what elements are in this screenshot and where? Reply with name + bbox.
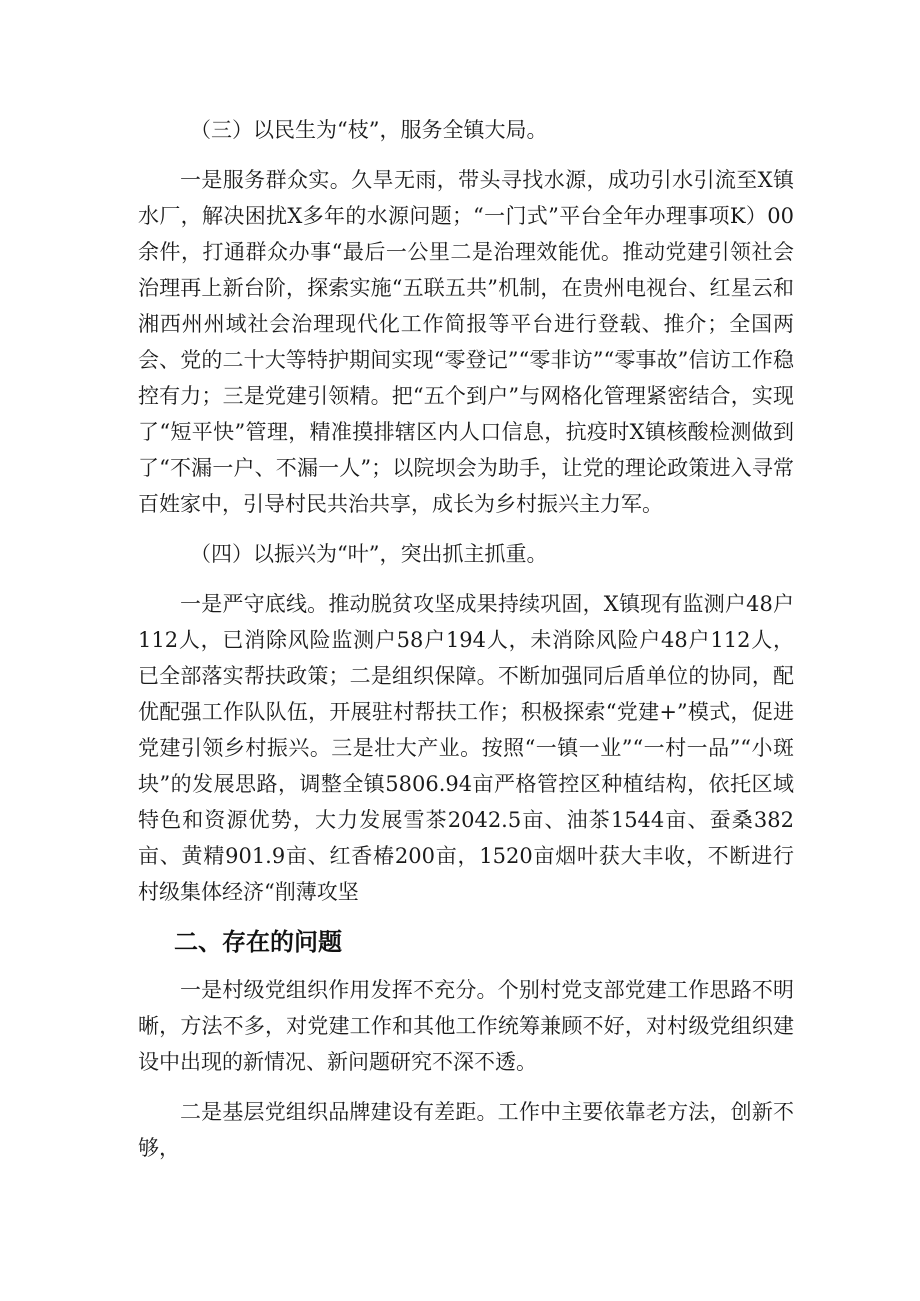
- section-3-body: 一是服务群众实。久旱无雨，带头寻找水源，成功引水引流至X镇水厂，解决困扰X多年的水源问题；“一门式”平台全年办理事项K）00余件，打通群众办事“最后一公里二是治理效能优。推动党建引领社会治理再上新台阶，探索实施“五联五共”机制，在贵州电视台、红星云和湘西州州域社会治理现代化工作简报等平台进行登载、推介；全国两会、党的二十大等特护期间实现“零登记”“零非访”“零事故”信访工作稳控有力；三是党建引领精。把“五个到户”与网格化管理紧密结合，实现了“短平快”管理，精准摸排辖区内人口信息，抗疫时X镇核酸检测做到了“不漏一户、不漏一人”；以院坝会为助手，让党的理论政策进入寻常百姓家中，引导村民共治共享，成长为乡村振兴主力军。: [138, 168, 794, 516]
- problems-heading: 二、存在的问题: [174, 928, 342, 956]
- problem-1-paragraph: 一是村级党组织作用发挥不充分。个别村党支部党建工作思路不明晰，方法不多，对党建工作和其他工作统筹兼顾不好，对村级党组织建设中出现的新情况、新问题研究不深不透。: [138, 978, 794, 1074]
- document-body: [138, 112, 794, 1180]
- section-3-title: （三）以民生为“枝”，服务全镇大局。: [190, 118, 548, 142]
- problem-2-paragraph: 二是基层党组织品牌建设有差距。工作中主要依靠老方法，创新不够，: [138, 1100, 794, 1160]
- section-4-title: （四）以振兴为“叶”，突出抓主抓重。: [190, 542, 548, 566]
- section-4-body: 一是严守底线。推动脱贫攻坚成果持续巩固，X镇现有监测户48户112人，已消除风险监测户58户194人，未消除风险户48户112人，已全部落实帮扶政策；二是组织保障。不断加强同后盾单位的协同，配优配强工作队队伍，开展驻村帮扶工作；积极探索“党建+”模式，促进党建引领乡村振兴。三是壮大产业。按照“一镇一业”“一村一品”“小斑块”的发展思路，调整全镇5806.94亩严格管控区种植结构，依托区域特色和资源优势，大力发展雪茶2042.5亩、油茶1544亩、蚕桑382亩、黄精901.9亩、红香椿200亩，1520亩烟叶获大丰收，不断进行村级集体经济“削薄攻坚: [138, 592, 794, 904]
